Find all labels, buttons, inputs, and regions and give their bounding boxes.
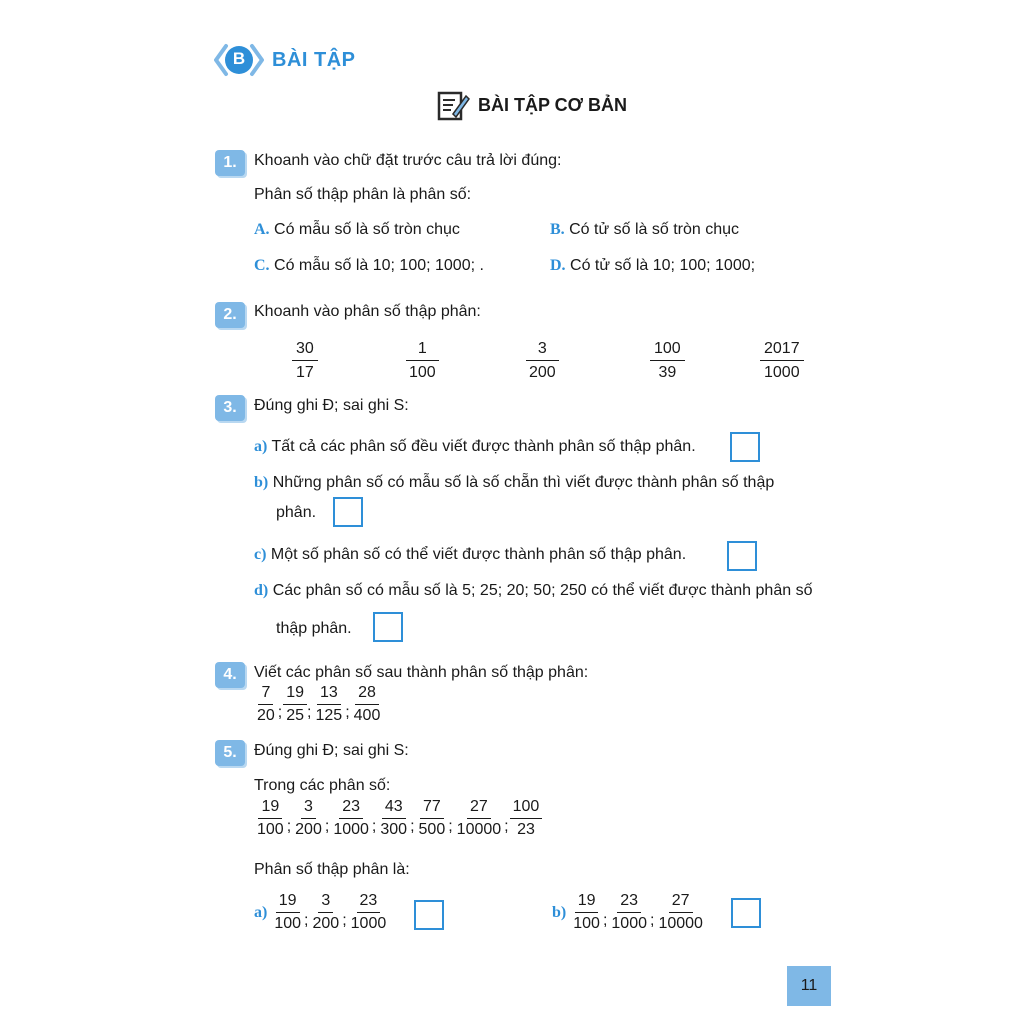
numerator: 77 (420, 799, 444, 819)
q3-item-b (254, 474, 774, 492)
item-text: Các phân số có mẫu số là 5; 25; 20; 50; 250 có thể viết được thành phân số (272, 582, 813, 599)
denominator: 300 (380, 821, 408, 838)
q1-option-b[interactable] (550, 221, 739, 239)
denominator: 1000 (350, 915, 387, 932)
fraction (608, 893, 650, 932)
option-text: Có mẫu số là số tròn chục (274, 221, 460, 238)
denominator: 100 (573, 915, 600, 932)
numerator: 100 (510, 799, 543, 819)
numerator: 7 (258, 685, 273, 705)
q3-item-c (254, 546, 686, 564)
question-5-subtext: Trong các phân số: (254, 777, 391, 794)
question-number-1: 1. (215, 150, 245, 176)
option-label: A. (254, 221, 270, 238)
item-text: Một số phân số có thể viết được thành phân số thập phân. (270, 546, 687, 563)
denominator: 125 (315, 707, 343, 724)
numerator: 23 (357, 893, 381, 913)
item-text: Những phân số có mẫu số là số chẵn thì viết được thành phân số thập (272, 474, 775, 491)
denominator: 1000 (611, 915, 647, 932)
fraction (309, 893, 342, 932)
q3-item-d (254, 582, 812, 600)
answer-box-5a[interactable] (414, 900, 444, 930)
question-number-5: 5. (215, 740, 245, 766)
separator: ; (342, 912, 347, 929)
question-1-subtext: Phân số thập phân là phân số: (254, 186, 472, 203)
q1-option-c[interactable] (254, 257, 484, 275)
fraction (283, 685, 307, 724)
answer-label: a) (254, 903, 268, 921)
denominator: 200 (529, 364, 556, 381)
question-number-3: 3. (215, 395, 245, 421)
badge-letter: B (232, 49, 246, 68)
denominator: 100 (274, 915, 302, 932)
separator: ; (410, 818, 415, 835)
denominator: 23 (517, 821, 535, 838)
denominator: 1000 (764, 364, 800, 381)
numerator: 3 (301, 799, 316, 819)
q2-fraction[interactable] (650, 341, 685, 381)
fraction (416, 799, 449, 838)
subsection-title: BÀI TẬP CƠ BẢN (478, 94, 628, 115)
item-label: b) (254, 474, 269, 491)
fraction (570, 893, 603, 932)
separator: ; (324, 818, 330, 835)
separator: ; (602, 912, 608, 929)
fraction (351, 685, 384, 724)
q2-fraction[interactable] (405, 341, 440, 381)
fraction (292, 799, 325, 838)
item-label: c) (254, 546, 267, 563)
answer-box-b[interactable] (333, 497, 363, 527)
question-number-4: 4. (215, 662, 245, 688)
option-label: B. (550, 221, 565, 238)
separator: ; (304, 912, 309, 929)
question-3-text: Đúng ghi Đ; sai ghi S: (254, 397, 409, 414)
q5-answer-a (254, 893, 389, 932)
option-text: Có mẫu số là 10; 100; 1000; . (274, 257, 484, 274)
numerator: 27 (669, 893, 693, 913)
fraction (254, 685, 278, 724)
option-label: D. (550, 257, 566, 274)
fraction (254, 799, 287, 838)
numerator: 2017 (760, 341, 804, 361)
numerator: 19 (575, 893, 599, 913)
question-5-text: Đúng ghi Đ; sai ghi S: (254, 742, 409, 759)
answer-box-d[interactable] (373, 612, 403, 642)
answer-box-5b[interactable] (731, 898, 761, 928)
page-number: 11 (787, 966, 831, 1006)
numerator: 13 (317, 685, 341, 705)
denominator: 400 (353, 707, 381, 724)
denominator: 200 (312, 915, 340, 932)
separator: ; (504, 818, 509, 835)
q5-answer-b (552, 893, 706, 932)
fraction (454, 799, 505, 838)
numerator: 43 (382, 799, 406, 819)
q3-item-d-continued: thập phân. (276, 620, 352, 637)
answer-label: b) (552, 903, 567, 921)
numerator: 100 (650, 341, 685, 361)
item-label: a) (254, 438, 268, 455)
item-label: d) (254, 582, 269, 599)
numerator: 27 (467, 799, 491, 819)
question-1-text: Khoanh vào chữ đặt trước câu trả lời đúng: (254, 152, 562, 169)
section-title: BÀI TẬP (272, 48, 356, 71)
denominator: 100 (257, 821, 284, 838)
denominator: 200 (295, 821, 322, 838)
fraction (313, 685, 346, 724)
pencil-notepad-icon (436, 88, 470, 122)
denominator: 500 (418, 821, 446, 838)
numerator: 19 (283, 685, 307, 705)
fraction (655, 893, 706, 932)
q1-option-a[interactable] (254, 221, 460, 239)
denominator: 1000 (333, 821, 369, 838)
separator: ; (277, 704, 283, 721)
denominator: 100 (409, 364, 436, 381)
answer-box-a[interactable] (730, 432, 760, 462)
numerator: 30 (292, 341, 318, 361)
separator: ; (448, 818, 453, 835)
numerator: 19 (276, 893, 300, 913)
denominator: 17 (296, 364, 314, 381)
numerator: 28 (355, 685, 379, 705)
fraction (348, 893, 390, 932)
q5-fraction-list (254, 799, 542, 838)
numerator: 19 (258, 799, 282, 819)
separator: ; (307, 704, 312, 721)
section-header (214, 40, 356, 80)
q2-fraction[interactable] (525, 341, 560, 381)
q3-item-a (254, 438, 696, 456)
q2-fraction[interactable] (292, 341, 318, 381)
denominator: 39 (658, 364, 677, 381)
separator: ; (649, 912, 655, 929)
separator: ; (345, 704, 350, 721)
fraction (510, 799, 543, 838)
numerator: 23 (339, 799, 363, 819)
denominator: 20 (257, 707, 275, 724)
answer-box-c[interactable] (727, 541, 757, 571)
q1-option-d[interactable] (550, 257, 755, 275)
numerator: 1 (406, 341, 439, 361)
numerator: 23 (617, 893, 641, 913)
question-4-text: Viết các phân số sau thành phân số thập phân: (254, 664, 589, 681)
option-text: Có tử số là 10; 100; 1000; (570, 257, 756, 274)
numerator: 3 (526, 341, 559, 361)
numerator: 3 (318, 893, 333, 913)
fraction (271, 893, 304, 932)
q4-fraction-list (254, 685, 383, 724)
option-label: C. (254, 257, 270, 274)
question-5-subtext-2: Phân số thập phân là: (254, 861, 410, 878)
separator: ; (286, 818, 292, 835)
subsection-header (436, 88, 627, 122)
q2-fraction[interactable] (760, 341, 804, 381)
q3-item-b-continued: phân. (276, 504, 317, 521)
option-text: Có tử số là số tròn chục (569, 221, 740, 238)
separator: ; (371, 818, 377, 835)
denominator: 10000 (456, 821, 502, 838)
fraction (377, 799, 410, 838)
question-2-text: Khoanh vào phân số thập phân: (254, 303, 481, 320)
fraction (330, 799, 372, 838)
denominator: 10000 (658, 915, 703, 932)
question-number-2: 2. (215, 302, 245, 328)
denominator: 25 (286, 707, 305, 724)
item-text: Tất cả các phân số đều viết được thành phân số thập phân. (271, 438, 696, 455)
